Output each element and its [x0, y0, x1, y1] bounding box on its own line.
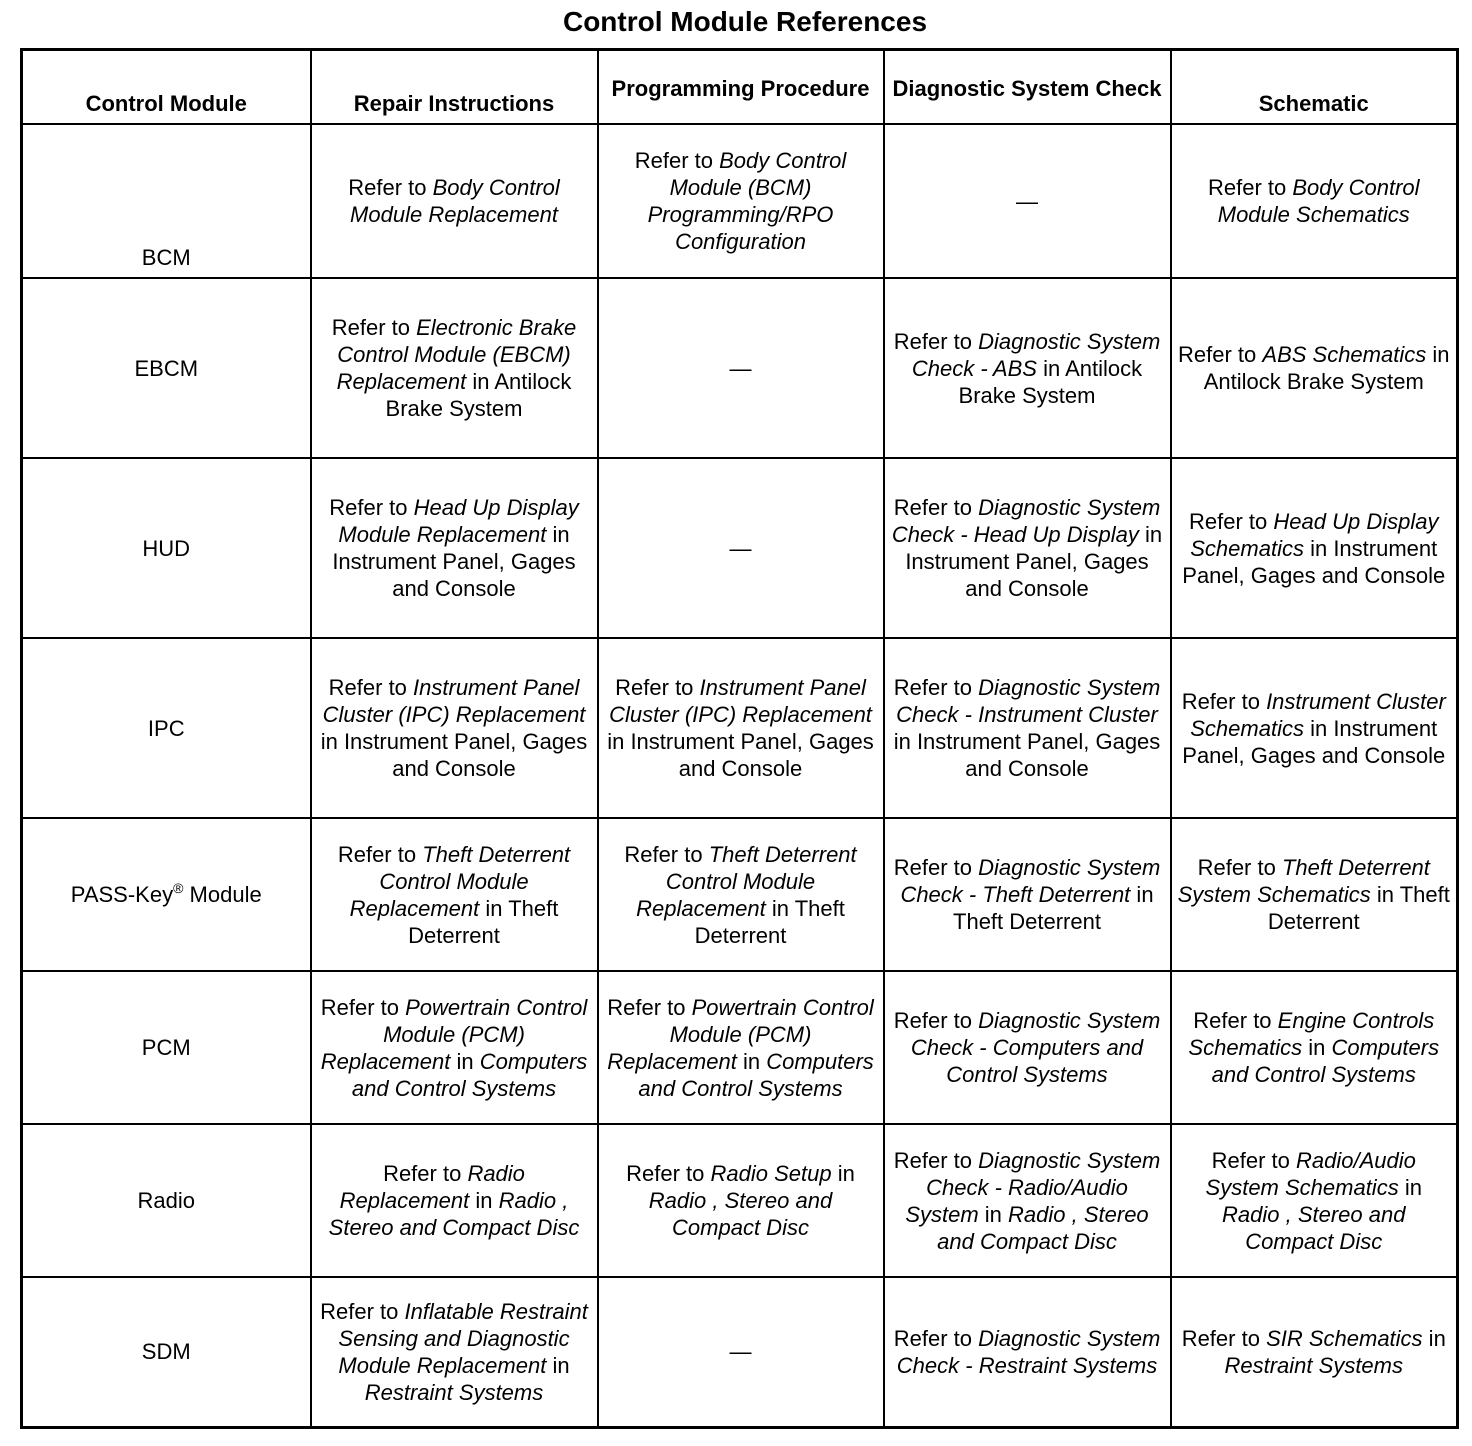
cell-repair [311, 458, 598, 638]
reference-link[interactable]: Radio Replacement [339, 1161, 525, 1213]
reference-link[interactable]: Diagnostic System Check - Theft Deterrent [900, 855, 1161, 907]
module-name: Radio [137, 1188, 195, 1213]
location-text: in Instrument Panel, Gages and Console [320, 729, 588, 781]
refer-text: Refer to [893, 1008, 979, 1033]
location-text: in [831, 1161, 855, 1186]
refer-text: Refer to [893, 1147, 979, 1173]
section-link[interactable]: Computers and Control Systems [638, 1048, 874, 1101]
location-text: in Theft Deterrent [408, 895, 559, 948]
cell-repair [311, 818, 598, 971]
not-applicable-dash: — [729, 1339, 752, 1365]
header-programming-procedure: Programming Procedure [598, 50, 884, 125]
cell-diagnostic [884, 638, 1171, 818]
cell-repair [311, 971, 598, 1124]
cell-programming [598, 818, 884, 971]
location-text: in Antilock Brake System [958, 355, 1143, 408]
module-name: SDM [141, 1339, 191, 1365]
cell-repair [311, 1124, 598, 1277]
refer-text: Refer to [328, 675, 414, 700]
cell-programming [598, 638, 884, 818]
refer-text: Refer to [893, 855, 979, 880]
location-text: in Instrument Panel, Gages and Console [607, 729, 874, 781]
location-text: in Theft Deterrent [953, 882, 1154, 934]
not-applicable-dash: — [729, 355, 752, 381]
table-row [22, 1124, 1458, 1277]
cell-diagnostic [884, 818, 1171, 971]
module-suffix: Module [183, 882, 262, 907]
refer-text: Refer to [1189, 508, 1274, 534]
refer-text: Refer to [320, 994, 406, 1020]
cell-control-module [22, 124, 311, 278]
table-row [22, 971, 1458, 1124]
table-row [22, 124, 1458, 278]
page-title: Control Module References [562, 6, 928, 37]
refer-text: Refer to [1207, 175, 1293, 200]
reference-link[interactable]: Electronic Brake Control Module (EBCM) Replacement [336, 315, 577, 394]
header-control-module: Control Module [22, 50, 311, 125]
location-text: in [978, 1201, 1009, 1227]
header-diagnostic-system-check: Diagnostic System Check [884, 50, 1171, 125]
cell-control-module [22, 1277, 311, 1427]
cell-programming [598, 1277, 884, 1427]
cell-repair [311, 638, 598, 818]
refer-text: Refer to [1178, 342, 1263, 367]
location-text: in [736, 1048, 767, 1074]
refer-text: Refer to [1181, 688, 1267, 714]
refer-text: Refer to [607, 994, 692, 1020]
section-link[interactable]: Radio , Stereo and Compact Disc [328, 1188, 580, 1240]
cell-control-module [22, 1124, 311, 1277]
reference-link[interactable]: Body Control Module (BCM) Programming/RPO Configuration [647, 148, 847, 254]
reference-link[interactable]: ABS Schematics [1262, 342, 1427, 367]
reference-link[interactable]: Theft Deterrent Control Module Replacement [636, 841, 857, 921]
reference-link[interactable]: Powertrain Control Module (PCM) Replacement [320, 994, 588, 1074]
cell-programming [598, 1124, 884, 1277]
cell-schematic [1171, 458, 1458, 638]
refer-text: Refer to [626, 1161, 711, 1186]
cell-schematic [1171, 818, 1458, 971]
table-row [22, 1277, 1458, 1427]
not-applicable-dash: — [1016, 188, 1038, 214]
module-name: EBCM [134, 355, 199, 381]
location-text: in Theft Deterrent [1267, 882, 1450, 934]
module-name: BCM [141, 245, 191, 270]
reference-link[interactable]: Inflatable Restraint Sensing and Diagnostic Module Replacement [338, 1298, 588, 1378]
refer-text: Refer to [348, 175, 433, 200]
table-header-row [22, 50, 1458, 125]
reference-link[interactable]: SIR Schematics [1266, 1325, 1423, 1351]
reference-link[interactable]: Diagnostic System Check - ABS [911, 328, 1161, 381]
section-link[interactable]: Computers and Control Systems [351, 1048, 588, 1101]
cell-programming [598, 971, 884, 1124]
location-text: in [469, 1188, 499, 1213]
location-text: in Instrument Panel, Gages and Console [905, 522, 1163, 601]
reference-link[interactable]: Head Up Display Module Replacement [338, 495, 579, 547]
location-text: in [1302, 1035, 1332, 1060]
reference-link[interactable]: Radio/Audio System Schematics [1205, 1147, 1416, 1200]
table-row [22, 638, 1458, 818]
cell-repair [311, 124, 598, 278]
module-name: PASS-Key [70, 882, 174, 907]
reference-link[interactable]: Radio Setup [710, 1161, 832, 1186]
location-text: in Antilock Brake System [1203, 342, 1450, 394]
refer-text: Refer to [615, 675, 700, 700]
refer-text: Refer to [893, 1325, 979, 1351]
table-row [22, 818, 1458, 971]
cell-control-module [22, 458, 311, 638]
location-text: in [450, 1048, 480, 1074]
location-text: in [546, 1352, 570, 1378]
section-link[interactable]: Radio , Stereo and Compact Disc [648, 1188, 833, 1240]
location-text: in Instrument Panel, Gages and Console [1182, 715, 1446, 768]
refer-text: Refer to [331, 315, 417, 340]
cell-diagnostic [884, 1277, 1171, 1427]
cell-schematic [1171, 1277, 1458, 1427]
reference-link[interactable]: Head Up Display Schematics [1190, 508, 1439, 561]
control-module-table [20, 48, 1459, 1429]
location-text: in Instrument Panel, Gages and Console [332, 522, 576, 601]
registered-mark: ® [173, 880, 184, 896]
refer-text: Refer to [320, 1298, 405, 1324]
cell-programming [598, 278, 884, 458]
refer-text: Refer to [383, 1161, 468, 1186]
reference-link[interactable]: Powertrain Control Module (PCM) Replacement [607, 994, 874, 1074]
reference-link[interactable]: Diagnostic System Check - Radio/Audio System [905, 1147, 1161, 1227]
reference-link[interactable]: Diagnostic System Check - Instrument Cluster [896, 675, 1161, 727]
header-repair-instructions: Repair Instructions [311, 50, 598, 125]
cell-diagnostic [884, 458, 1171, 638]
refer-text: Refer to [893, 328, 979, 354]
refer-text: Refer to [1197, 855, 1282, 880]
cell-diagnostic [884, 1124, 1171, 1277]
cell-schematic [1171, 278, 1458, 458]
location-text: in Instrument Panel, Gages and Console [893, 729, 1161, 781]
reference-link[interactable]: Diagnostic System Check - Restraint Systems [896, 1325, 1161, 1378]
cell-schematic [1171, 124, 1458, 278]
cell-schematic [1171, 638, 1458, 818]
section-link[interactable]: Radio , Stereo and Compact Disc [1222, 1201, 1406, 1254]
location-text: in Instrument Panel, Gages and Console [1182, 535, 1446, 588]
refer-text: Refer to [624, 841, 709, 867]
refer-text: Refer to [634, 148, 720, 173]
location-text: in Theft Deterrent [694, 895, 845, 948]
refer-text: Refer to [1211, 1147, 1296, 1173]
reference-link[interactable]: Instrument Panel Cluster (IPC) Replacement [609, 675, 872, 727]
refer-text: Refer to [329, 495, 414, 520]
section-link[interactable]: Computers and Control Systems [1211, 1035, 1440, 1087]
cell-schematic [1171, 971, 1458, 1124]
section-link[interactable]: Restraint Systems [1224, 1352, 1403, 1378]
reference-link[interactable]: Body Control Module Replacement [350, 175, 560, 227]
reference-link[interactable]: Instrument Panel Cluster (IPC) Replacement [322, 675, 586, 727]
cell-diagnostic [884, 278, 1171, 458]
module-name: HUD [142, 535, 191, 561]
cell-diagnostic [884, 124, 1171, 278]
reference-link[interactable]: Theft Deterrent System Schematics [1177, 855, 1430, 907]
refer-text: Refer to [893, 675, 979, 700]
header-schematic: Schematic [1171, 50, 1458, 125]
cell-schematic [1171, 1124, 1458, 1277]
cell-repair [311, 1277, 598, 1427]
location-text: in Antilock Brake System [385, 369, 572, 421]
table-row [22, 278, 1458, 458]
module-name: PCM [141, 1035, 191, 1060]
cell-programming [598, 458, 884, 638]
cell-control-module [22, 638, 311, 818]
cell-repair [311, 278, 598, 458]
section-link[interactable]: Radio , Stereo and Compact Disc [937, 1201, 1149, 1254]
cell-control-module [22, 971, 311, 1124]
reference-link[interactable]: Diagnostic System Check - Head Up Display [891, 495, 1161, 547]
cell-programming [598, 124, 884, 278]
refer-text: Refer to [1193, 1008, 1278, 1033]
reference-link[interactable]: Engine Controls Schematics [1188, 1008, 1435, 1060]
cell-control-module [22, 818, 311, 971]
location-text: in [1422, 1325, 1446, 1351]
refer-text: Refer to [893, 495, 979, 520]
refer-text: Refer to [1181, 1325, 1267, 1351]
not-applicable-dash: — [729, 535, 752, 561]
reference-link[interactable]: Body Control Module Schematics [1217, 175, 1420, 227]
reference-link[interactable]: Instrument Cluster Schematics [1190, 688, 1446, 741]
reference-link[interactable]: Diagnostic System Check - Computers and Control Systems [910, 1008, 1161, 1087]
table-row [22, 458, 1458, 638]
reference-link[interactable]: Theft Deterrent Control Module Replacement [349, 841, 571, 921]
module-name: IPC [147, 715, 185, 741]
refer-text: Refer to [337, 841, 423, 867]
cell-diagnostic [884, 971, 1171, 1124]
location-text: in [1398, 1174, 1422, 1200]
section-link[interactable]: Restraint Systems [364, 1379, 544, 1405]
cell-control-module [22, 278, 311, 458]
